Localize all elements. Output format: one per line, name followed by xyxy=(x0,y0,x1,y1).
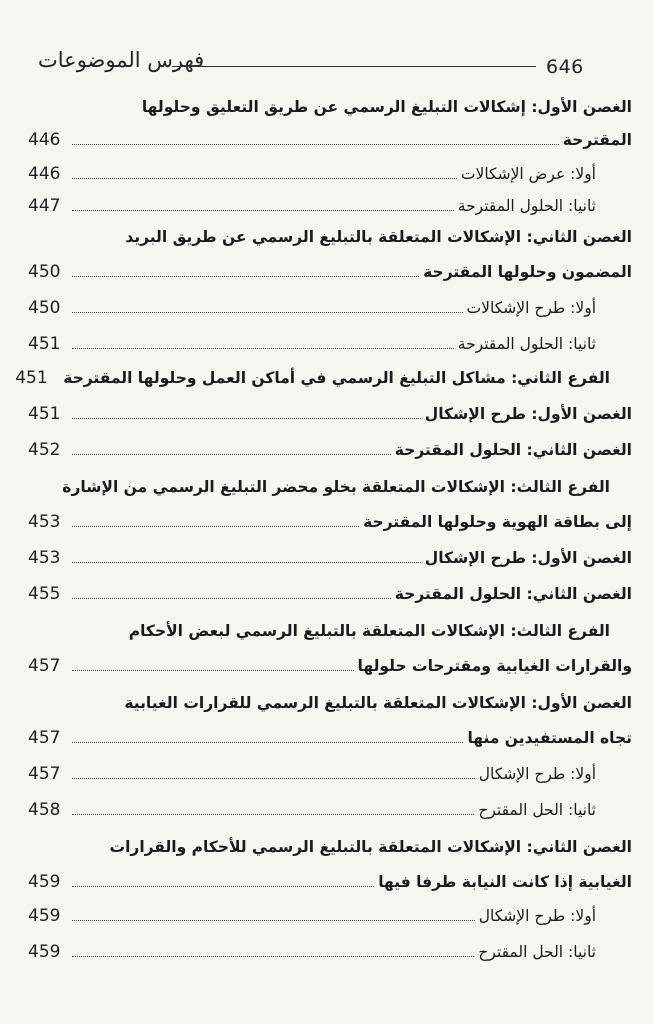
toc-page-number: 458 xyxy=(28,800,61,820)
toc-page-number: 450 xyxy=(28,262,61,282)
toc-page-number: 446 xyxy=(28,130,61,150)
toc-entry xyxy=(28,130,632,150)
toc-page-number: 451 xyxy=(28,404,61,424)
toc-entry xyxy=(28,764,632,784)
toc-entry xyxy=(28,656,632,676)
toc-entry xyxy=(28,548,632,568)
toc-entry-text: الغصن الثاني: الإشكالات المتعلقة بالتبليغ الرسمي عن طريق البريد xyxy=(125,228,632,246)
leader-dots xyxy=(72,886,374,887)
toc-entry xyxy=(28,478,632,496)
toc-entry-text: الفرع الثاني: مشاكل التبليغ الرسمي في أماكن العمل وحلولها المقترحة xyxy=(63,369,610,387)
toc-page-number: 459 xyxy=(28,872,61,892)
toc-entry-text: ثانيا: الحل المقترح xyxy=(478,801,596,819)
leader-dots xyxy=(72,920,475,921)
toc-entry-text: ثانيا: الحلول المقترحة xyxy=(457,335,596,353)
toc-entry-text: الغصن الأول: إشكالات التبليغ الرسمي عن طريق التعليق وحلولها xyxy=(141,98,632,116)
toc-entry-text: أولا: طرح الإشكالات xyxy=(466,299,596,317)
leader-dots xyxy=(72,418,421,419)
toc-entry-text: أولا: طرح الإشكال xyxy=(478,765,596,783)
toc-entry xyxy=(28,196,632,216)
toc-entry-text: أولا: طرح الإشكال xyxy=(478,907,596,925)
leader-dots xyxy=(72,956,474,957)
toc-entry-text: الغصن الثاني: الإشكالات المتعلقة بالتبليغ الرسمي للأحكام والقرارات xyxy=(109,838,632,856)
toc-entry xyxy=(28,838,632,856)
toc-page-number: 457 xyxy=(28,656,61,676)
toc-entry xyxy=(28,334,632,354)
toc-page-number: 453 xyxy=(28,548,61,568)
toc-entry-text: الغصن الأول: الإشكالات المتعلقة بالتبليغ الرسمي للقرارات الغيابية xyxy=(124,694,632,712)
toc-entry xyxy=(28,262,632,282)
toc-entry xyxy=(15,368,632,388)
toc-page-number: 457 xyxy=(28,728,61,748)
toc-entry xyxy=(28,298,632,318)
leader-dots xyxy=(72,742,463,743)
toc-entry-text: ثانيا: الحلول المقترحة xyxy=(457,197,596,215)
leader-dots xyxy=(72,312,463,313)
toc-page-number: 459 xyxy=(28,906,61,926)
leader-dots xyxy=(72,526,359,527)
toc-page-number: 459 xyxy=(28,942,61,962)
toc-entry xyxy=(28,584,632,604)
toc-page-number: 451 xyxy=(15,368,48,388)
leader-dots xyxy=(72,210,454,211)
toc-entry-text: الفرع الثالث: الإشكالات المتعلقة بخلو محضر التبليغ الرسمي من الإشارة xyxy=(62,478,610,496)
leader-dots xyxy=(72,562,421,563)
leader-dots xyxy=(72,276,419,277)
toc-page-number: 453 xyxy=(28,512,61,532)
leader-dots xyxy=(72,178,457,179)
toc-entry xyxy=(28,164,632,184)
toc-entry xyxy=(28,404,632,424)
toc-entry-text: الغصن الأول: طرح الإشكال xyxy=(424,405,632,423)
toc-entry-text: المقترحة xyxy=(562,131,632,149)
toc-entry-text: الفرع الثالث: الإشكالات المتعلقة بالتبليغ الرسمي لبعض الأحكام xyxy=(128,622,610,640)
toc-entry-text: المضمون وحلولها المقترحة xyxy=(423,263,632,281)
leader-dots xyxy=(72,144,559,145)
leader-dots xyxy=(72,348,454,349)
toc-page-number: 450 xyxy=(28,298,61,318)
toc-entry xyxy=(28,228,632,246)
toc-entry xyxy=(28,872,632,892)
toc-entry xyxy=(28,942,632,962)
toc-page-number: 452 xyxy=(28,440,61,460)
page-header-title: فهرس الموضوعات xyxy=(38,48,205,72)
toc-page-number: 451 xyxy=(28,334,61,354)
leader-dots xyxy=(72,670,354,671)
toc-entry-text: تجاه المستفيدين منها xyxy=(467,729,632,747)
toc-entry xyxy=(28,440,632,460)
toc-entry-text: الغصن الثاني: الحلول المقترحة xyxy=(394,585,632,603)
toc-entry xyxy=(28,728,632,748)
toc-page-number: 455 xyxy=(28,584,61,604)
toc-entry-text: إلى بطاقة الهوية وحلولها المقترحة xyxy=(363,513,632,531)
toc-entry-text: الغصن الثاني: الحلول المقترحة xyxy=(394,441,632,459)
toc-entry-text: أولا: عرض الإشكالات xyxy=(460,165,596,183)
toc-page-number: 457 xyxy=(28,764,61,784)
toc-entry xyxy=(28,98,632,116)
leader-dots xyxy=(72,778,475,779)
toc-entry-text: الغيابية إذا كانت النيابة طرفا فيها xyxy=(378,873,632,891)
toc-entry-text: ثانيا: الحل المقترح xyxy=(478,943,596,961)
leader-dots xyxy=(72,814,474,815)
toc-entry xyxy=(28,906,632,926)
toc-entry xyxy=(28,622,632,640)
leader-dots xyxy=(72,598,391,599)
toc-entry-text: والقرارات الغيابية ومقترحات حلولها xyxy=(357,657,632,675)
toc-entry xyxy=(28,694,632,712)
leader-dots xyxy=(72,454,391,455)
toc-entry-text: الغصن الأول: طرح الإشكال xyxy=(424,549,632,567)
toc-entry xyxy=(28,512,632,532)
toc-page-number: 446 xyxy=(28,164,61,184)
toc-page-number: 447 xyxy=(28,196,61,216)
toc-entry xyxy=(28,800,632,820)
page-number: 646 xyxy=(546,56,584,78)
